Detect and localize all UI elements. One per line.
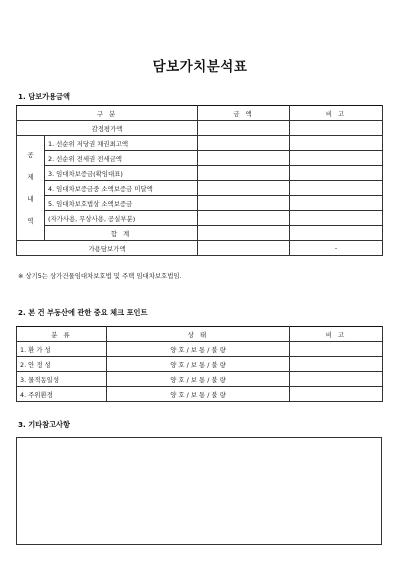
- deduction-row: [17, 151, 383, 166]
- checkpoint-category: 2. 안 정 성: [17, 357, 107, 372]
- deduction-row: [17, 181, 383, 196]
- available-remark: -: [290, 241, 383, 256]
- deduction-remark-cell[interactable]: [290, 136, 383, 151]
- deduction-remark-cell[interactable]: [290, 151, 383, 166]
- checkpoint-category: 3. 물적동일성: [17, 372, 107, 387]
- deduction-row: [17, 166, 383, 181]
- deduction-amount-cell[interactable]: [198, 196, 290, 211]
- total-amount-cell[interactable]: [198, 226, 290, 241]
- deduction-vertical-label: 공 제 내 역: [17, 136, 45, 241]
- appraisal-row: [17, 121, 383, 136]
- deduction-amount-cell[interactable]: [198, 166, 290, 181]
- deduction-amount-cell[interactable]: [198, 211, 290, 226]
- section3-heading: 3. 기타참고사항: [18, 420, 70, 429]
- checkpoint-status[interactable]: 양 호 / 보 통 / 불 량: [107, 372, 290, 387]
- available-row: [17, 241, 383, 256]
- section2-heading: 2. 본 건 부동산에 관한 중요 체크 포인트: [18, 308, 148, 317]
- deduction-row: [17, 196, 383, 211]
- appraisal-remark-cell[interactable]: [290, 121, 383, 136]
- table-header-row: [17, 327, 383, 342]
- deduction-row: [17, 211, 383, 226]
- footnote: ※ 상기5는 상가건물임대차보호법 및 주택 임대차보호법임.: [18, 272, 182, 280]
- header-status: 상 태: [107, 327, 290, 342]
- checkpoint-row: [17, 372, 383, 387]
- header-category: 구 분: [17, 106, 198, 121]
- header-category: 분 류: [17, 327, 107, 342]
- checkpoint-row: [17, 387, 383, 402]
- deduction-remark-cell[interactable]: [290, 196, 383, 211]
- deduction-item: 2. 선순위 전세권 전세금액: [45, 151, 198, 166]
- deduction-remark-cell[interactable]: [290, 211, 383, 226]
- deduction-item: 5. 임대차보호법상 소액보증금: [45, 196, 198, 211]
- available-label: 가용담보가액: [17, 241, 198, 256]
- checkpoint-status[interactable]: 양 호 / 보 통 / 불 량: [107, 357, 290, 372]
- checkpoint-remark-cell[interactable]: [290, 387, 383, 402]
- total-remark-cell[interactable]: [290, 226, 383, 241]
- deduction-item: 3. 임대차보증금(확임대표): [45, 166, 198, 181]
- checkpoint-status[interactable]: 양 호 / 보 통 / 불 량: [107, 387, 290, 402]
- deduction-item: (자가사용, 무상사용, 공실부분): [45, 211, 198, 226]
- checkpoint-category: 1. 환 가 성: [17, 342, 107, 357]
- deduction-row: [17, 136, 383, 151]
- deduction-amount-cell[interactable]: [198, 151, 290, 166]
- appraisal-label: 감정평가액: [17, 121, 198, 136]
- section1-heading: 1. 담보가용금액: [18, 92, 70, 101]
- deduction-remark-cell[interactable]: [290, 181, 383, 196]
- deduction-remark-cell[interactable]: [290, 166, 383, 181]
- remarks-textbox[interactable]: [16, 437, 382, 545]
- checkpoint-remark-cell[interactable]: [290, 357, 383, 372]
- checkpoint-row: [17, 342, 383, 357]
- checkpoint-row: [17, 357, 383, 372]
- header-remark: 비 고: [290, 327, 383, 342]
- deduction-amount-cell[interactable]: [198, 136, 290, 151]
- header-remark: 비 고: [290, 106, 383, 121]
- deduction-item: 4. 임대차보증금중 소액보증금 미달액: [45, 181, 198, 196]
- deduction-item: 1. 선순위 저당권 채권최고액: [45, 136, 198, 151]
- checkpoint-category: 4. 주위환경: [17, 387, 107, 402]
- checkpoint-remark-cell[interactable]: [290, 342, 383, 357]
- appraisal-amount-cell[interactable]: [198, 121, 290, 136]
- checkpoint-status[interactable]: 양 호 / 보 통 / 불 량: [107, 342, 290, 357]
- table-header-row: [17, 106, 383, 121]
- header-amount: 금 액: [198, 106, 290, 121]
- checkpoint-remark-cell[interactable]: [290, 372, 383, 387]
- collateral-table: [16, 105, 383, 256]
- deduction-amount-cell[interactable]: [198, 181, 290, 196]
- checkpoint-table: [16, 326, 383, 402]
- page-title: 담보가치분석표: [152, 59, 248, 75]
- total-label: 합 계: [45, 226, 198, 241]
- available-amount-cell[interactable]: [198, 241, 290, 256]
- total-row: [17, 226, 383, 241]
